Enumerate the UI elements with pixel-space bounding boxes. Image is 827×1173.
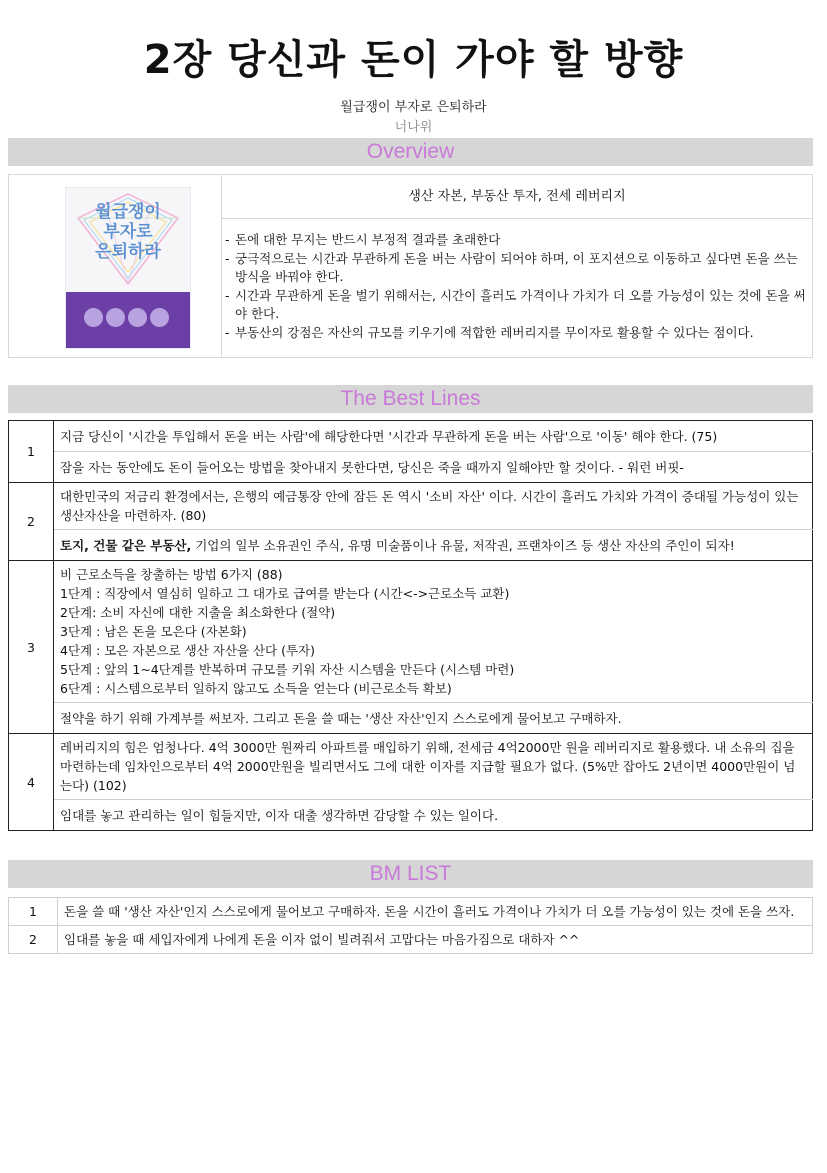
table-row [9,561,813,703]
page-title: 2장 당신과 돈이 가야 할 방향 [143,37,684,83]
row-number: 2 [9,483,54,561]
cover-title-line: 은퇴하라 [95,242,161,262]
overview-points [225,231,809,343]
best-lines-header: The Best Lines [8,385,813,413]
overview-header: Overview [8,138,813,166]
book-cover-cell [9,175,222,357]
row-number: 1 [9,421,54,483]
note-cell: 잠을 자는 동안에도 돈이 들어오는 방법을 찾아내지 못한다면, 당신은 죽을 때까지 일해야만 할 것이다. - 워런 버핏- [54,452,813,483]
table-row [9,483,813,530]
note-text: 기업의 일부 소유권인 주식, 유명 미술품이나 유물, 저작권, 프랜차이즈 등 생산 자산의 주인이 되자! [191,537,735,553]
book-title: 월급쟁이 부자로 은퇴하라 [340,100,487,115]
quote-cell [54,561,813,703]
quote-line: 비 근로소득을 창출하는 방법 6가지 (88) [60,567,283,582]
book-author: 너나위 [394,120,433,135]
table-row [9,530,813,561]
overview-point: - 부동산의 강점은 자산의 규모를 키우기에 적합한 레버리지를 무이자로 활용할 수 있다는 점이다. [225,324,809,342]
table-row [9,703,813,734]
cover-title [66,202,190,262]
bm-list-table [8,897,813,954]
quote-line: 2단계: 소비 자신에 대한 지출을 최소화한다 (절약) [60,605,336,620]
quote-line: 4단계 : 모은 자본으로 생산 자산을 산다 (투자) [60,643,316,658]
row-number: 2 [9,926,58,954]
quote-line: 6단계 : 시스템으로부터 일하지 않고도 소득을 얻는다 (비근로소득 확보) [60,681,452,696]
best-lines-table [8,420,813,831]
quote-line: 1단계 : 직장에서 열심히 일하고 그 대가로 급여를 받는다 (시간<->근로소득 교환) [60,586,510,601]
overview-box [8,174,813,358]
quote-cell: 레버리지의 힘은 엄청나다. 4억 3000만 원짜리 아파트를 매입하기 위해, 전세금 4억2000만 원을 레버리지로 활용했다. 내 소유의 집을 마련하는데 임차인으로부터 4억 2000만원을 빌리면서도 그에 대한 이자를 지급할 필요가 없다. (5%만 잡아도 2년이면 4000만원이 넘는다) (102) [54,734,813,800]
note-bold: 토지, 건물 같은 부동산, [60,537,192,553]
table-row [9,421,813,452]
cover-circles [84,308,174,328]
quote-line: 3단계 : 남은 돈을 모은다 (자본화) [60,624,247,639]
overview-point: - 시간과 무관하게 돈을 벌기 위해서는, 시간이 흘러도 가격이나 가치가 더 오를 가능성이 있는 것에 돈을 써야 한다. [225,287,809,323]
overview-point: - 돈에 대한 무지는 반드시 부정적 결과를 초래한다 [225,231,809,249]
note-cell [54,530,813,561]
overview-keywords: 생산 자본, 부동산 투자, 전세 레버리지 [222,175,812,219]
table-row [9,800,813,831]
overview-point: - 궁극적으로는 시간과 무관하게 돈을 버는 사람이 되어야 하며, 이 포지션으로 이동하고 싶다면 돈을 쓰는 방식을 바꿔야 한다. [225,250,809,286]
quote-cell: 지금 당신이 '시간을 투입해서 돈을 버는 사람'에 해당한다면 '시간과 무관하게 돈을 버는 사람'으로 '이동' 해야 한다. (75) [54,421,813,452]
table-row [9,452,813,483]
table-row [9,734,813,800]
row-number: 4 [9,734,54,831]
table-row [9,926,813,954]
table-row [9,898,813,926]
cover-title-line: 부자로 [103,222,153,242]
book-cover-image [65,187,191,349]
quote-line: 5단계 : 앞의 1~4단계를 반복하며 규모를 키워 자산 시스템을 만든다 (시스템 마련) [60,662,515,677]
cover-band [66,292,190,348]
note-cell: 절약을 하기 위해 가계부를 써보자. 그리고 돈을 쓸 때는 '생산 자산'인지 스스로에게 물어보고 구매하자. [54,703,813,734]
quote-cell: 대한민국의 저금리 환경에서는, 은행의 예금통장 안에 잠든 돈 역시 '소비 자산' 이다. 시간이 흘러도 가치와 가격이 증대될 가능성이 있는 생산자산을 마련하자. (80) [54,483,813,530]
cover-title-line: 월급쟁이 [95,202,161,222]
bm-text-cell: 돈을 쓸 때 '생산 자산'인지 스스로에게 물어보고 구매하자. 돈을 시간이 흘러도 가격이나 가치가 더 오를 가능성이 있는 것에 돈을 쓰자. [58,898,813,926]
bm-text-cell: 임대를 놓을 때 세입자에게 나에게 돈을 이자 없이 빌려줘서 고맙다는 마음가짐으로 대하자 ^^ [58,926,813,954]
row-number: 1 [9,898,58,926]
bm-list-header: BM LIST [8,860,813,888]
note-cell: 임대를 놓고 관리하는 일이 힘들지만, 이자 대출 생각하면 감당할 수 있는 일이다. [54,800,813,831]
row-number: 3 [9,561,54,734]
